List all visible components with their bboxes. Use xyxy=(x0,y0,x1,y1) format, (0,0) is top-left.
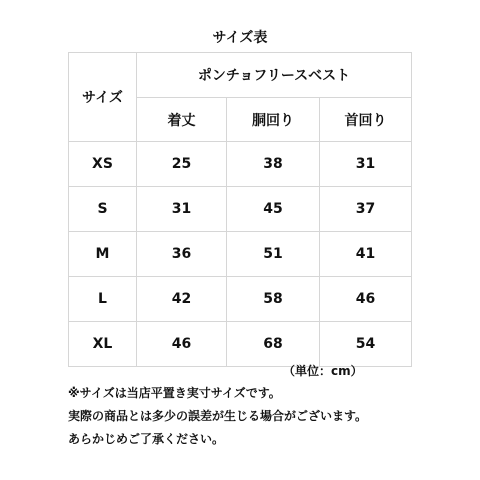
waist-value: 51 xyxy=(227,232,320,277)
size-chart-title: サイズ表 xyxy=(212,30,268,46)
size-label: S xyxy=(69,187,137,232)
size-table xyxy=(68,52,412,367)
neck-value: 37 xyxy=(320,187,412,232)
table-row xyxy=(69,232,412,277)
note-line: 実際の商品とは多少の誤差が生じる場合がございます。 xyxy=(68,409,368,423)
note-line: あらかじめご了承ください。 xyxy=(68,432,225,446)
waist-value: 38 xyxy=(227,142,320,187)
neck-value: 46 xyxy=(320,277,412,322)
length-value: 42 xyxy=(137,277,227,322)
size-label: L xyxy=(69,277,137,322)
waist-header: 胴回り xyxy=(227,98,320,142)
neck-header: 首回り xyxy=(320,98,412,142)
table-row xyxy=(69,277,412,322)
waist-value: 58 xyxy=(227,277,320,322)
neck-value: 41 xyxy=(320,232,412,277)
neck-value: 31 xyxy=(320,142,412,187)
length-value: 31 xyxy=(137,187,227,232)
length-value: 36 xyxy=(137,232,227,277)
table-header-row xyxy=(69,53,412,98)
size-column-header: サイズ xyxy=(69,53,137,142)
length-header: 着丈 xyxy=(137,98,227,142)
size-label: M xyxy=(69,232,137,277)
neck-value: 54 xyxy=(320,322,412,367)
product-name-header: ポンチョフリースベスト xyxy=(137,53,412,98)
table-row xyxy=(69,187,412,232)
table-row xyxy=(69,322,412,367)
notes-block xyxy=(68,382,367,451)
size-label: XS xyxy=(69,142,137,187)
unit-note: （単位：cm） xyxy=(283,364,363,378)
length-value: 25 xyxy=(137,142,227,187)
waist-value: 68 xyxy=(227,322,320,367)
size-label: XL xyxy=(69,322,137,367)
length-value: 46 xyxy=(137,322,227,367)
table-row xyxy=(69,142,412,187)
note-line: ※サイズは当店平置き実寸サイズです。 xyxy=(68,386,281,400)
waist-value: 45 xyxy=(227,187,320,232)
